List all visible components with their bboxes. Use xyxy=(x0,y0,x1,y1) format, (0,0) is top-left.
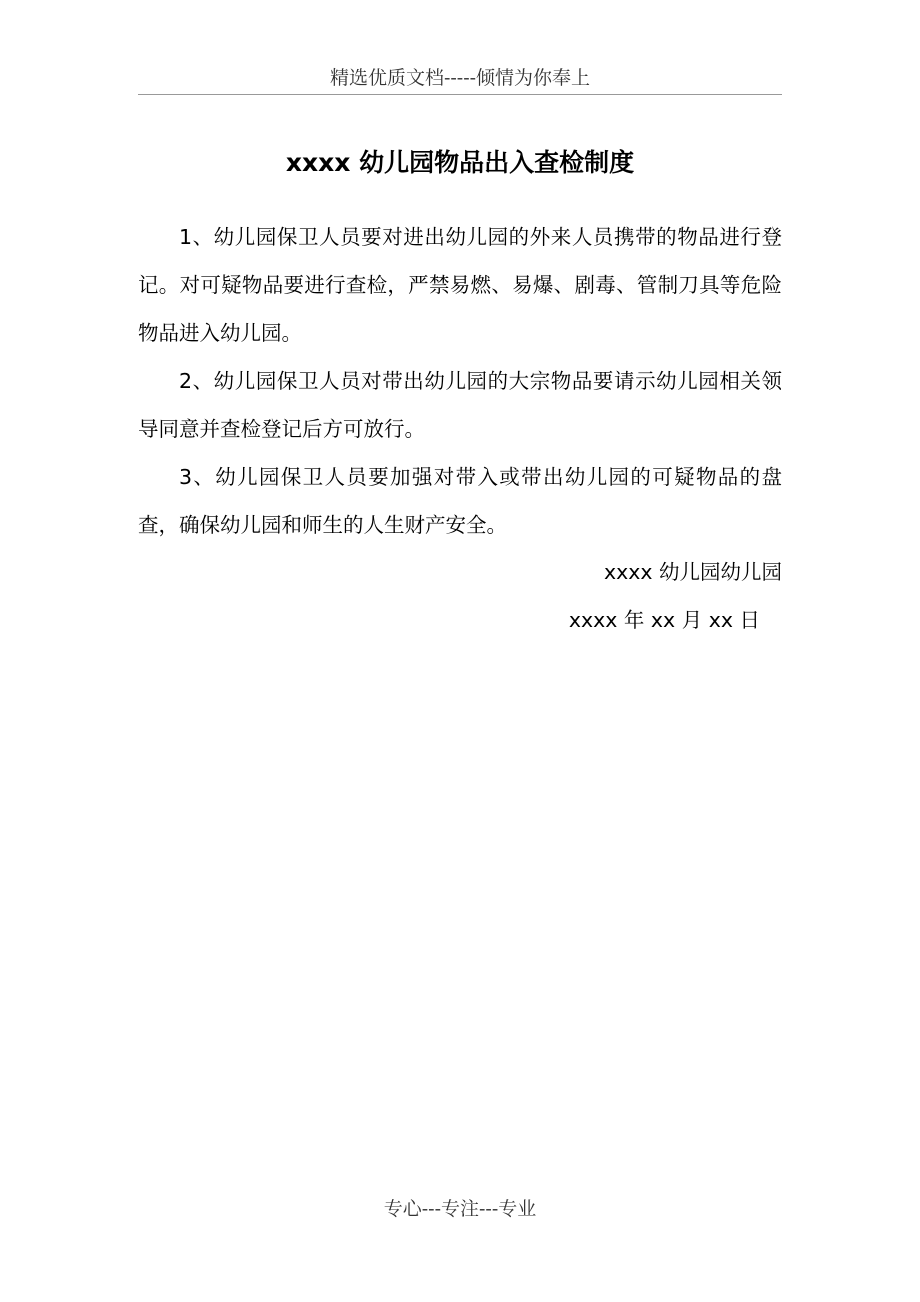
document-title: xxxx 幼儿园物品出入查检制度 xyxy=(285,148,635,177)
page-header: 精选优质文档-----倾情为你奉上 xyxy=(329,67,591,89)
page-footer: 专心---专注---专业 xyxy=(383,1198,537,1220)
signature-organization: xxxx 幼儿园幼儿园 xyxy=(603,560,782,584)
paragraph-1: 1、幼儿园保卫人员要对进出幼儿园的外来人员携带的物品进行登记。对可疑物品要进行查检，严禁易燃、易爆、剧毒、管制刀具等危险物品进入幼儿园。 xyxy=(138,225,782,345)
document-body xyxy=(138,213,782,549)
paragraph-2: 2、幼儿园保卫人员对带出幼儿园的大宗物品要请示幼儿园相关领导同意并查检登记后方可放行。 xyxy=(138,369,782,441)
paragraph-3: 3、幼儿园保卫人员要加强对带入或带出幼儿园的可疑物品的盘查，确保幼儿园和师生的人生财产安全。 xyxy=(138,465,782,537)
header-divider xyxy=(138,94,782,95)
signature-date: xxxx 年 xx 月 xx 日 xyxy=(568,608,760,632)
